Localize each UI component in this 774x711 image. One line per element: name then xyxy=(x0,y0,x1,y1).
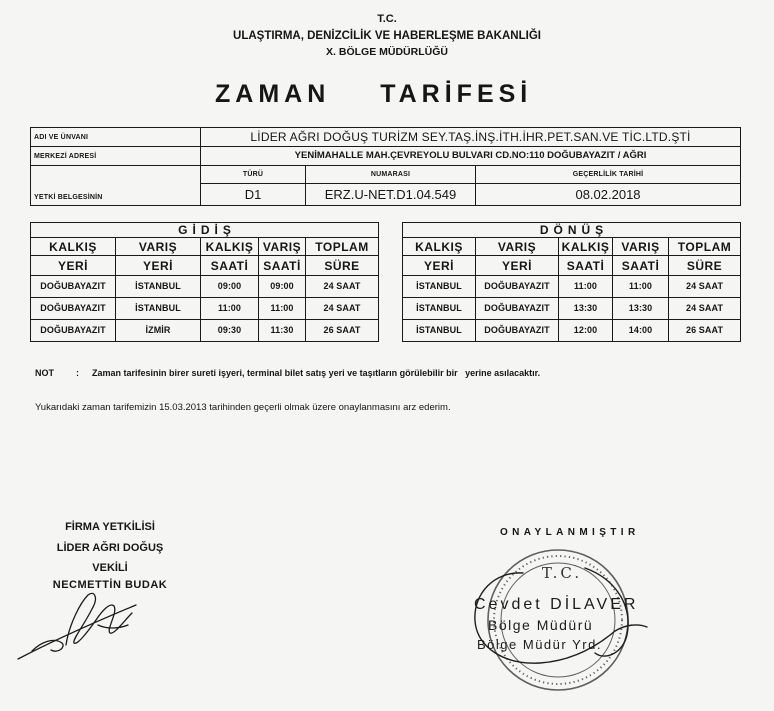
return-departure-time: 11:00 xyxy=(559,276,613,298)
outbound-departure-place: DOĞUBAYAZIT xyxy=(31,298,116,320)
return-arrival-time: 11:00 xyxy=(613,276,669,298)
return-departure-time: 12:00 xyxy=(559,320,613,342)
return-header-row-bottom xyxy=(403,256,741,276)
country-heading: T.C. xyxy=(377,13,397,25)
outbound-total-duration: 26 SAAT xyxy=(306,320,379,342)
return-row xyxy=(403,298,741,320)
outbound-arrival-time: 11:00 xyxy=(259,298,306,320)
outbound-header-row-top xyxy=(31,238,379,256)
office-heading: X. BÖLGE MÜDÜRLÜĞÜ xyxy=(326,46,448,58)
outbound-total-duration: 24 SAAT xyxy=(306,276,379,298)
license-number: ERZ.U-NET.D1.04.549 xyxy=(306,184,476,206)
signatory-name: NECMETTİN BUDAK xyxy=(52,579,168,591)
return-header-row-top xyxy=(403,238,741,256)
note-label: NOT xyxy=(35,368,54,378)
license-type-label: TÜRÜ xyxy=(201,166,306,184)
signatory-company: LİDER AĞRI DOĞUŞ xyxy=(56,542,164,554)
license-validity: 08.02.2018 xyxy=(476,184,741,206)
note-separator: : xyxy=(76,368,79,378)
address-row xyxy=(31,147,741,166)
stamp-official-title: Bölge Müdürü xyxy=(488,617,594,633)
outbound-header-departure-time: KALKIŞ xyxy=(201,238,259,256)
outbound-departure-time: 11:00 xyxy=(201,298,259,320)
outbound-arrival-place: İSTANBUL xyxy=(116,298,201,320)
license-number-label: NUMARASI xyxy=(306,166,476,184)
return-departure-place: İSTANBUL xyxy=(403,276,476,298)
outbound-arrival-place: İZMİR xyxy=(116,320,201,342)
return-total-duration: 24 SAAT xyxy=(669,298,741,320)
return-row xyxy=(403,276,741,298)
company-address: YENİMAHALLE MAH.ÇEVREYOLU BULVARI CD.NO:110 DOĞUBAYAZIT / AĞRI xyxy=(201,147,741,166)
stamp-official-name: Cevdet DİLAVER xyxy=(474,596,639,613)
approval-label: ONAYLANMIŞTIR xyxy=(500,527,640,538)
outbound-schedule-table xyxy=(30,222,379,342)
handwritten-signature xyxy=(14,585,144,665)
signatory-role: FİRMA YETKİLİSİ xyxy=(65,521,155,533)
return-arrival-time: 14:00 xyxy=(613,320,669,342)
return-departure-time: 13:30 xyxy=(559,298,613,320)
return-header-duration: SÜRE xyxy=(669,256,741,276)
outbound-header-place: YERİ xyxy=(31,256,116,276)
outbound-title-row xyxy=(31,223,379,238)
license-type: D1 xyxy=(201,184,306,206)
return-header-arrival-time: VARIŞ xyxy=(613,238,669,256)
license-header-row xyxy=(31,166,741,184)
return-arrival-time: 13:30 xyxy=(613,298,669,320)
return-header-time: SAATİ xyxy=(613,256,669,276)
note-text: Zaman tarifesinin birer sureti işyeri, terminal bilet satış yeri ve taşıtların görülebilir bir yerine asılacaktır. xyxy=(92,368,541,378)
outbound-header-total: TOPLAM xyxy=(306,238,379,256)
return-total-duration: 24 SAAT xyxy=(669,276,741,298)
outbound-header-time: SAATİ xyxy=(259,256,306,276)
return-schedule-table xyxy=(402,222,741,342)
document-title: ZAMAN TARİFESİ xyxy=(215,80,533,108)
address-label: MERKEZİ ADRESİ xyxy=(31,147,201,166)
outbound-header-departure: KALKIŞ xyxy=(31,238,116,256)
operator-info-table xyxy=(30,127,741,206)
outbound-row xyxy=(31,276,379,298)
return-arrival-place: DOĞUBAYAZIT xyxy=(476,276,559,298)
signatory-capacity: VEKİLİ xyxy=(92,562,128,574)
outbound-arrival-time: 11:30 xyxy=(259,320,306,342)
outbound-header-duration: SÜRE xyxy=(306,256,379,276)
outbound-row xyxy=(31,320,379,342)
return-header-departure: KALKIŞ xyxy=(403,238,476,256)
outbound-departure-time: 09:30 xyxy=(201,320,259,342)
outbound-header-arrival: VARIŞ xyxy=(116,238,201,256)
return-title: DÖNÜŞ xyxy=(403,223,741,238)
outbound-header-arrival-time: VARIŞ xyxy=(259,238,306,256)
return-header-arrival: VARIŞ xyxy=(476,238,559,256)
return-header-place: YERİ xyxy=(403,256,476,276)
ministry-heading: ULAŞTIRMA, DENİZCİLİK VE HABERLEŞME BAKANLIĞI xyxy=(233,30,541,42)
outbound-departure-time: 09:00 xyxy=(201,276,259,298)
name-row xyxy=(31,128,741,147)
outbound-arrival-place: İSTANBUL xyxy=(116,276,201,298)
outbound-departure-place: DOĞUBAYAZIT xyxy=(31,320,116,342)
approval-request-text: Yukarıdaki zaman tarifemizin 15.03.2013 tarihinden geçerli olmak üzere onaylanmasını arz ederim. xyxy=(35,402,451,413)
outbound-header-row-bottom xyxy=(31,256,379,276)
return-header-departure-time: KALKIŞ xyxy=(559,238,613,256)
outbound-title: GİDİŞ xyxy=(31,223,379,238)
return-total-duration: 26 SAAT xyxy=(669,320,741,342)
company-name: LİDER AĞRI DOĞUŞ TURİZM SEY.TAŞ.İNŞ.İTH.İHR.PET.SAN.VE TİC.LTD.ŞTİ xyxy=(201,128,741,147)
outbound-departure-place: DOĞUBAYAZIT xyxy=(31,276,116,298)
outbound-arrival-time: 09:00 xyxy=(259,276,306,298)
return-departure-place: İSTANBUL xyxy=(403,298,476,320)
stamp-seal-text: T.C. xyxy=(541,564,583,582)
return-title-row xyxy=(403,223,741,238)
license-label: YETKİ BELGESİNİN xyxy=(31,166,201,206)
license-validity-label: GEÇERLİLİK TARİHİ xyxy=(476,166,741,184)
return-row xyxy=(403,320,741,342)
return-departure-place: İSTANBUL xyxy=(403,320,476,342)
outbound-total-duration: 24 SAAT xyxy=(306,298,379,320)
return-header-place: YERİ xyxy=(476,256,559,276)
stamp-official-subtitle: Bölge Müdür Yrd. xyxy=(477,637,602,652)
outbound-row xyxy=(31,298,379,320)
return-arrival-place: DOĞUBAYAZIT xyxy=(476,320,559,342)
return-header-time: SAATİ xyxy=(559,256,613,276)
outbound-header-time: SAATİ xyxy=(201,256,259,276)
return-header-total: TOPLAM xyxy=(669,238,741,256)
name-label: ADI VE ÜNVANI xyxy=(31,128,201,147)
outbound-header-place: YERİ xyxy=(116,256,201,276)
return-arrival-place: DOĞUBAYAZIT xyxy=(476,298,559,320)
